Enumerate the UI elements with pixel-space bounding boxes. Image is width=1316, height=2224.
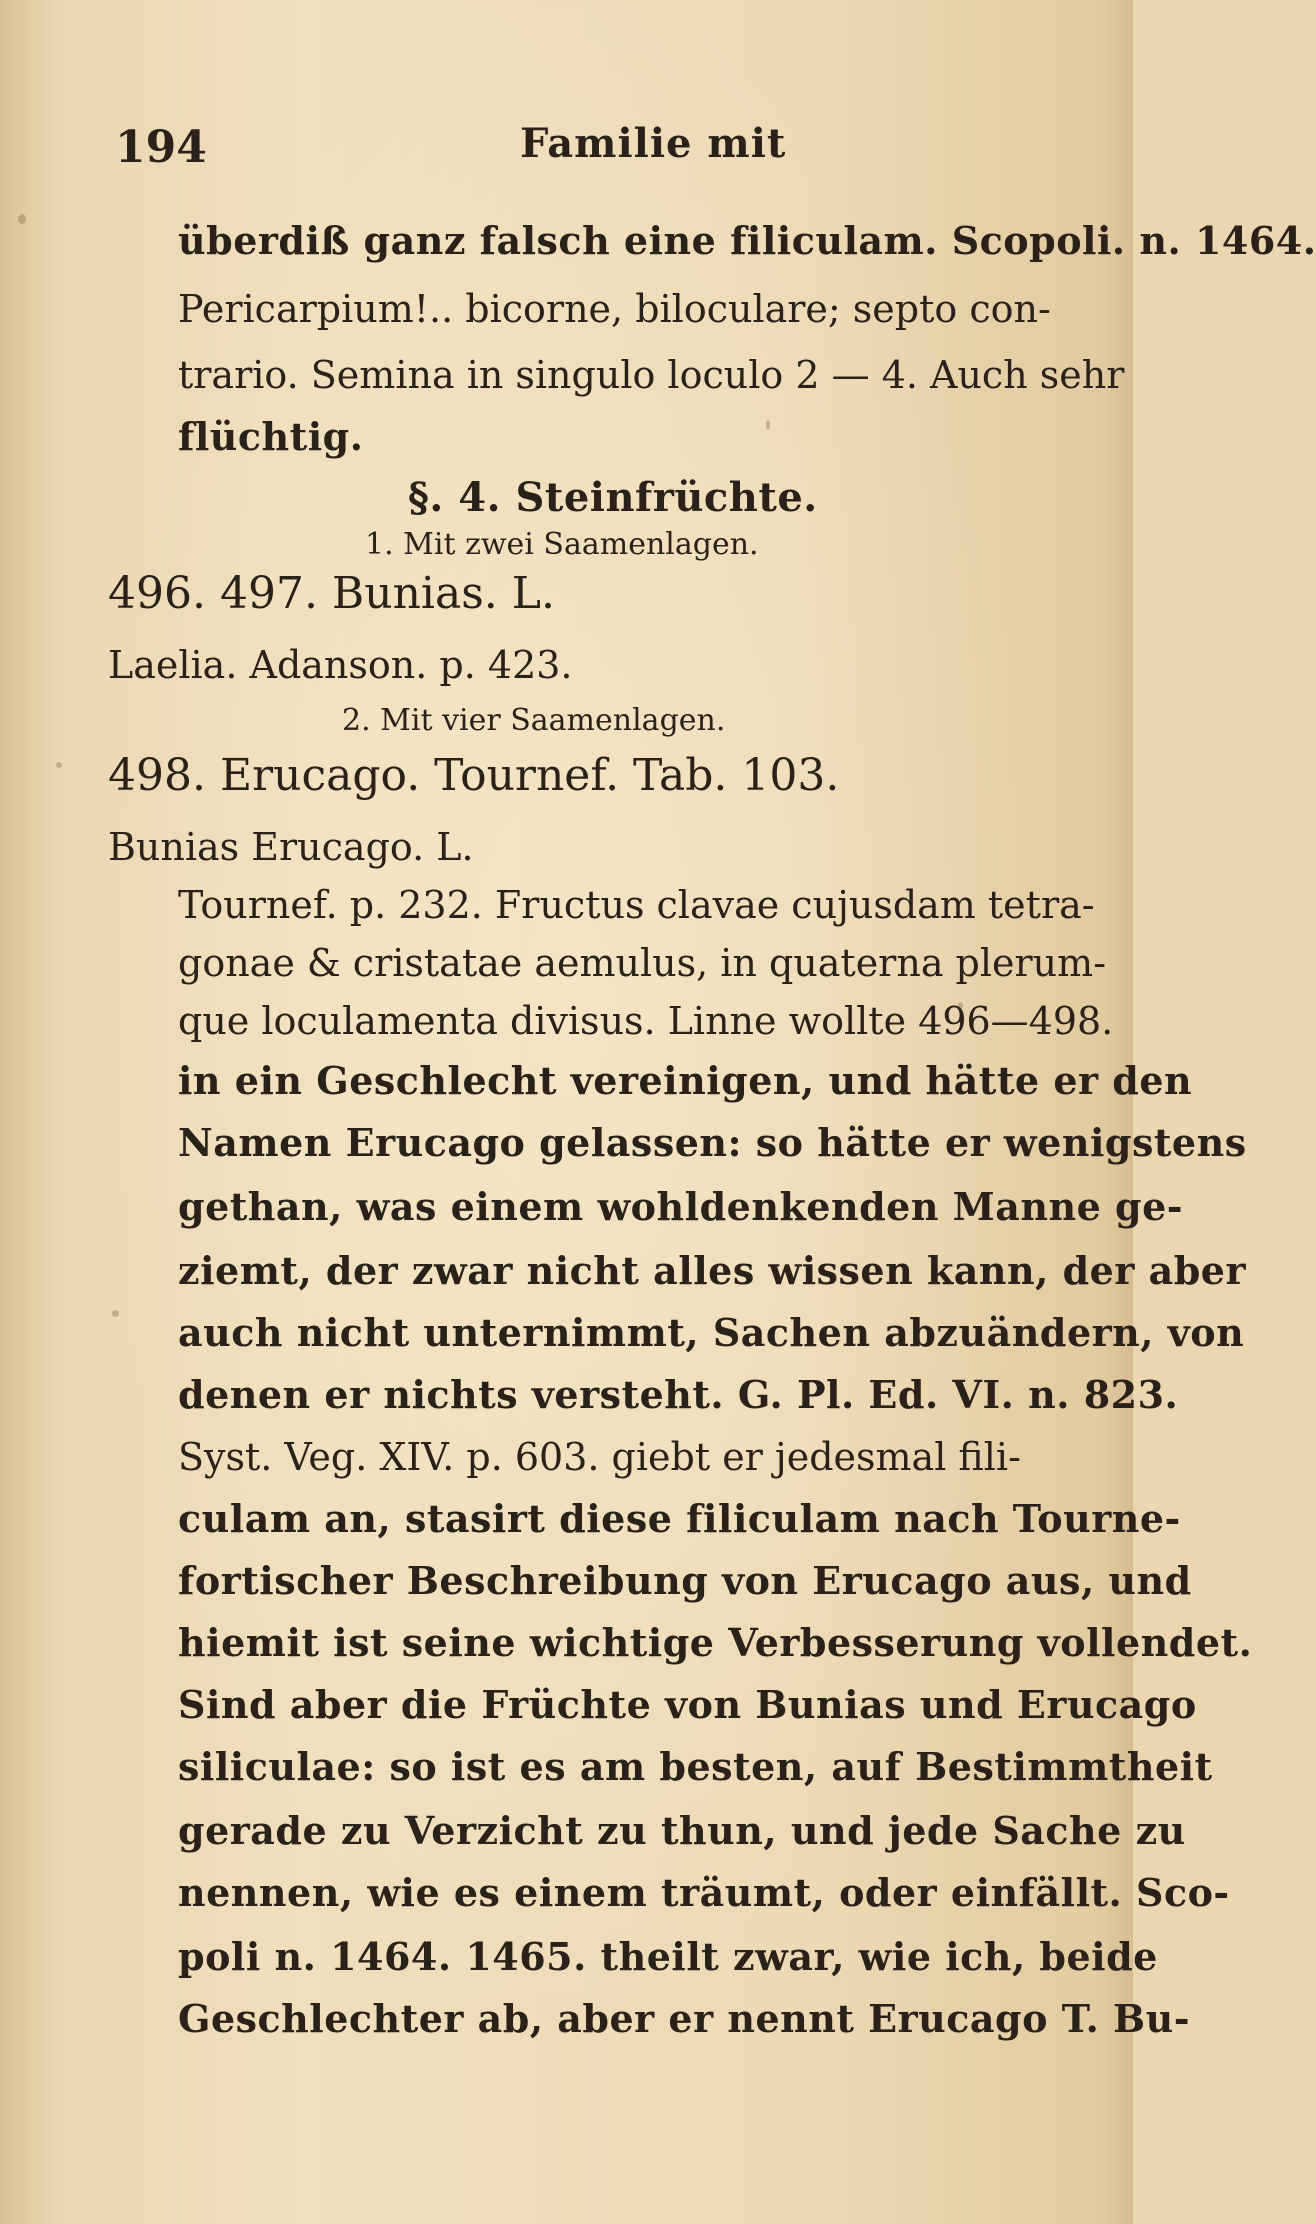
genus-heading: 496. 497. Bunias. L. [108, 568, 555, 619]
page-number: 194 [115, 122, 207, 173]
text-line: auch nicht unternimmt, Sachen abzuändern, von [178, 1310, 1245, 1355]
section-heading: §. 4. Steinfrüchte. [408, 474, 818, 521]
paper-speck [766, 420, 770, 430]
paper-speck [56, 762, 62, 768]
text-line: nennen, wie es einem träumt, oder einfällt. Sco- [178, 1870, 1230, 1915]
subsection-heading: 2. Mit vier Saamenlagen. [342, 703, 726, 738]
text-line: poli n. 1464. 1465. theilt zwar, wie ich, beide [178, 1934, 1158, 1979]
text-line: Tournef. p. 232. Fructus clavae cujusdam tetra- [178, 883, 1095, 927]
text-line: culam an, stasirt diese filiculam nach Tourne- [178, 1496, 1181, 1541]
text-line: siliculae: so ist es am besten, auf Bestimmtheit [178, 1744, 1213, 1789]
text-line: Pericarpium!.. bicorne, biloculare; septo con- [178, 287, 1051, 331]
text-line: denen er nichts versteht. G. Pl. Ed. VI. n. 823. [178, 1372, 1179, 1417]
paper-speck [18, 214, 26, 224]
text-line: que loculamenta divisus. Linne wollte 496—498. [178, 999, 1114, 1043]
text-line: flüchtig. [178, 414, 364, 459]
text-line: gerade zu Verzicht zu thun, und jede Sache zu [178, 1808, 1186, 1853]
text-line: Laelia. Adanson. p. 423. [108, 643, 573, 687]
text-line: Bunias Erucago. L. [108, 825, 474, 869]
text-line: in ein Geschlecht vereinigen, und hätte er den [178, 1058, 1193, 1103]
text-line: gethan, was einem wohldenkenden Manne ge- [178, 1184, 1184, 1229]
text-line: ziemt, der zwar nicht alles wissen kann, der aber [178, 1248, 1246, 1293]
text-line: Syst. Veg. XIV. p. 603. giebt er jedesmal fili- [178, 1435, 1021, 1479]
paper-speck [112, 1310, 119, 1317]
text-line: Namen Erucago gelassen: so hätte er wenigstens [178, 1120, 1247, 1165]
text-line: fortischer Beschreibung von Erucago aus, und [178, 1558, 1192, 1603]
text-line: gonae & cristatae aemulus, in quaterna plerum- [178, 941, 1107, 985]
subsection-heading: 1. Mit zwei Saamenlagen. [365, 527, 759, 562]
text-line: Sind aber die Früchte von Bunias und Erucago [178, 1682, 1197, 1727]
text-line: überdiß ganz falsch eine filiculam. Scopoli. n. 1464. [178, 218, 1316, 263]
text-line: Geschlechter ab, aber er nennt Erucago T. Bu- [178, 1996, 1191, 2041]
text-line: hiemit ist seine wichtige Verbesserung vollendet. [178, 1620, 1253, 1665]
running-title: Familie mit [520, 120, 787, 167]
text-line: trario. Semina in singulo loculo 2 — 4. Auch sehr [178, 353, 1125, 397]
genus-heading: 498. Erucago. Tournef. Tab. 103. [108, 750, 840, 801]
paper-speck [958, 1002, 963, 1009]
